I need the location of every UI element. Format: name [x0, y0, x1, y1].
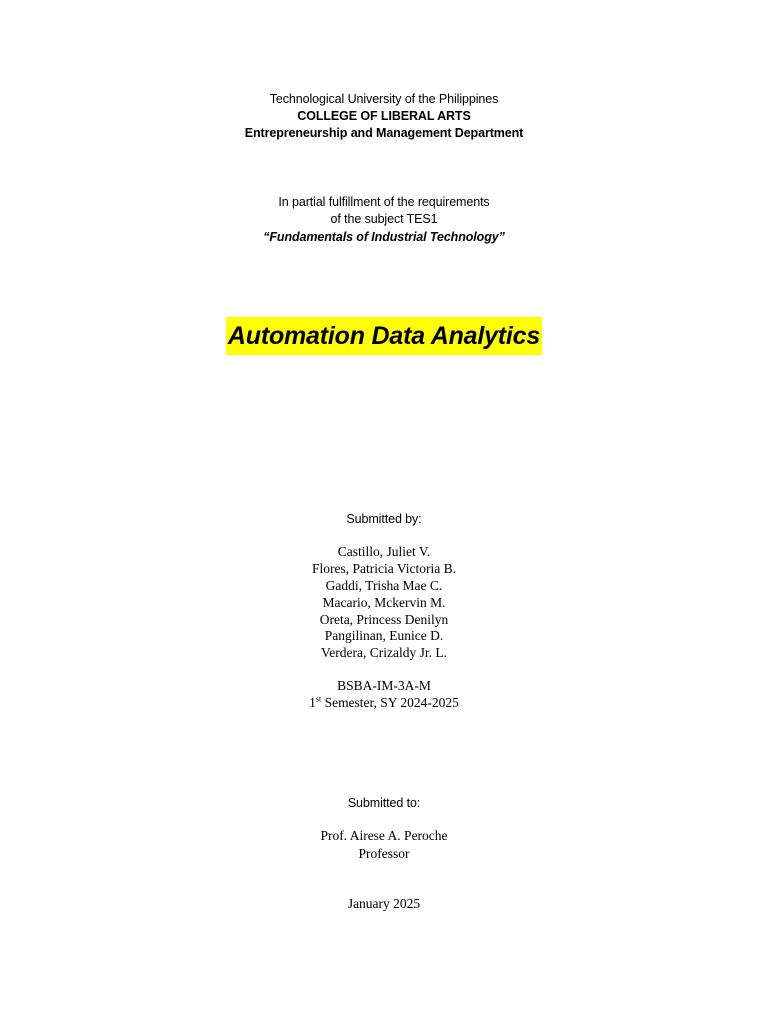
member-name: Pangilinan, Eunice D. — [324, 628, 444, 643]
professor-role: Professor — [358, 846, 410, 861]
member-name: Verdera, Crizaldy Jr. L. — [321, 645, 447, 660]
member-name: Castillo, Juliet V. — [337, 544, 431, 559]
member-name: Flores, Patricia Victoria B. — [311, 561, 457, 576]
semester-info — [0, 695, 768, 711]
document-title: Automation Data Analytics — [226, 317, 542, 355]
semester-ordinal: st — [315, 694, 322, 704]
member-name: Macario, Mckervin M. — [322, 595, 446, 610]
college-name: COLLEGE OF LIBERAL ARTS — [297, 109, 471, 123]
subject-title: “Fundamentals of Industrial Technology” — [263, 230, 505, 244]
fulfillment-line-1: In partial fulfillment of the requirements — [278, 195, 490, 209]
semester-text: Semester, SY 2024-2025 — [321, 695, 459, 710]
university-name: Technological University of the Philippines — [269, 92, 499, 106]
professor-name: Prof. Airese A. Peroche — [320, 828, 448, 843]
section-code: BSBA-IM-3A-M — [337, 678, 431, 693]
member-name: Gaddi, Trisha Mae C. — [325, 578, 443, 593]
submitted-by-label: Submitted by: — [346, 512, 422, 526]
fulfillment-line-2: of the subject TES1 — [330, 212, 438, 226]
submission-date: January 2025 — [347, 896, 421, 911]
semester-number: 1 — [309, 695, 316, 710]
member-name: Oreta, Princess Denilyn — [319, 612, 449, 627]
submitted-to-label: Submitted to: — [347, 796, 421, 810]
document-title-wrap — [0, 317, 768, 355]
department-name: Entrepreneurship and Management Department — [244, 126, 524, 140]
